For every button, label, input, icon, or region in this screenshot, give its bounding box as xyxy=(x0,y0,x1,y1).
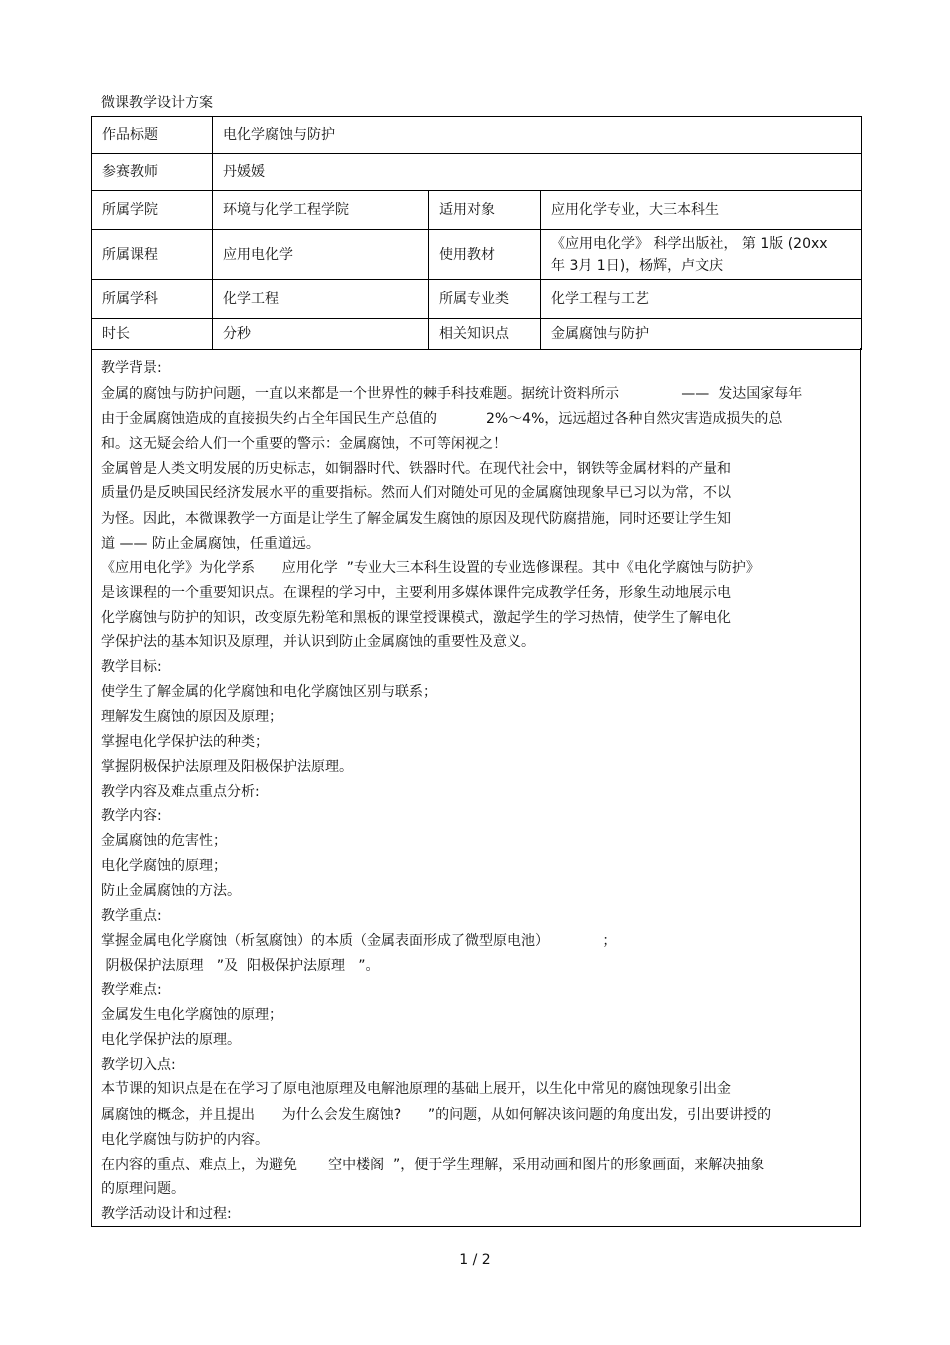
body-line: 教学切入点: xyxy=(101,1057,176,1073)
table-row xyxy=(92,117,862,154)
body-line: 金属发生电化学腐蚀的原理； xyxy=(101,1007,283,1023)
body-line: 掌握阴极保护法原理及阳极保护法原理。 xyxy=(101,759,353,775)
table-row xyxy=(92,191,862,230)
body-line: 教学重点: xyxy=(101,908,162,924)
table-row xyxy=(92,280,862,319)
body-line: 防止金属腐蚀的方法。 xyxy=(101,883,241,899)
body-line: 教学内容: xyxy=(101,808,162,824)
body-line: 本节课的知识点是在在学习了原电池原理及电解池原理的基础上展开，以生化中常见的腐蚀现象引出金 xyxy=(101,1081,731,1097)
label-college: 所属学院 xyxy=(92,191,213,230)
body-line: 电化学腐蚀的原理； xyxy=(101,858,227,874)
body-line: 《应用电化学》为化学系 应用化学 ”专业大三本科生设置的专业选修课程。其中《电化学腐蚀与防护》 xyxy=(101,560,760,576)
body-line: 金属曾是人类文明发展的历史标志，如铜器时代、铁器时代。在现代社会中，钢铁等金属材料的产量和 xyxy=(101,461,731,477)
body-line: 阴极保护法原理 ”及 阳极保护法原理 ”。 xyxy=(101,958,380,974)
value-work-title: 电化学腐蚀与防护 xyxy=(213,117,862,154)
body-line: 金属的腐蚀与防护问题，一直以来都是一个世界性的棘手科技难题。据统计资料所示 —— 发达国家每年 xyxy=(101,386,803,402)
body-line: 在内容的重点、难点上，为避免 空中楼阁 ”，便于学生理解，采用动画和图片的形象画面，来解决抽象 xyxy=(101,1157,765,1173)
body-line: 教学难点: xyxy=(101,982,162,998)
value-college: 环境与化学工程学院 xyxy=(213,191,429,230)
textbook-line-1: 《应用电化学》 科学出版社， 第 1版 (20xx xyxy=(551,235,828,252)
label-duration: 时长 xyxy=(92,319,213,350)
value-major-type: 化学工程与工艺 xyxy=(541,280,862,319)
body-line: 理解发生腐蚀的原因及原理； xyxy=(101,709,283,725)
label-textbook: 使用教材 xyxy=(429,230,541,280)
value-duration: 分秒 xyxy=(213,319,429,350)
body-line: 教学内容及难点重点分析: xyxy=(101,784,260,800)
body-line: 教学活动设计和过程: xyxy=(101,1206,232,1222)
body-line: 道 —— 防止金属腐蚀，任重道远。 xyxy=(101,536,320,552)
label-discipline: 所属学科 xyxy=(92,280,213,319)
value-course: 应用电化学 xyxy=(213,230,429,280)
label-course: 所属课程 xyxy=(92,230,213,280)
value-teacher: 丹媛媛 xyxy=(213,154,862,191)
table-row xyxy=(92,154,862,191)
body-line: 掌握电化学保护法的种类； xyxy=(101,734,269,750)
label-work-title: 作品标题 xyxy=(92,117,213,154)
value-discipline: 化学工程 xyxy=(213,280,429,319)
body-line: 的原理问题。 xyxy=(101,1181,185,1197)
label-audience: 适用对象 xyxy=(429,191,541,230)
body-line: 使学生了解金属的化学腐蚀和电化学腐蚀区别与联系； xyxy=(101,684,437,700)
body-line: 是该课程的一个重要知识点。在课程的学习中，主要利用多媒体课件完成教学任务，形象生动地展示电 xyxy=(101,585,731,601)
body-line: 金属腐蚀的危害性； xyxy=(101,833,227,849)
body-line: 电化学腐蚀与防护的内容。 xyxy=(101,1132,269,1148)
label-major-type: 所属专业类 xyxy=(429,280,541,319)
value-audience: 应用化学专业，大三本科生 xyxy=(541,191,862,230)
value-textbook xyxy=(541,230,862,280)
table-row xyxy=(92,230,862,280)
label-knowledge-point: 相关知识点 xyxy=(429,319,541,350)
body-line: 和。这无疑会给人们一个重要的警示：金属腐蚀，不可等闲视之！ xyxy=(101,436,507,452)
body-line: 为怪。因此，本微课教学一方面是让学生了解金属发生腐蚀的原因及现代防腐措施，同时还要让学生知 xyxy=(101,511,731,527)
body-line: 教学目标: xyxy=(101,659,162,675)
table-row xyxy=(92,319,862,350)
body-line: 学保护法的基本知识及原理，并认识到防止金属腐蚀的重要性及意义。 xyxy=(101,634,535,650)
value-knowledge-point: 金属腐蚀与防护 xyxy=(541,319,862,350)
info-table xyxy=(91,116,862,350)
body-line: 化学腐蚀与防护的知识，改变原先粉笔和黑板的课堂授课模式，激起学生的学习热情，使学生了解电化 xyxy=(101,610,731,626)
teaching-content-cell xyxy=(91,348,861,1227)
body-line: 教学背景: xyxy=(101,360,162,376)
body-line: 电化学保护法的原理。 xyxy=(101,1032,241,1048)
page-number: 1 / 2 xyxy=(459,1252,491,1268)
body-line: 属腐蚀的概念，并且提出 为什么会发生腐蚀? ”的问题，从如何解决该问题的角度出发，引出要讲授的 xyxy=(101,1107,772,1123)
label-teacher: 参赛教师 xyxy=(92,154,213,191)
document-title: 微课教学设计方案 xyxy=(101,95,213,111)
body-line: 质量仍是反映国民经济发展水平的重要指标。然而人们对随处可见的金属腐蚀现象早已习以为常，不以 xyxy=(101,485,731,501)
textbook-line-2: 年 3月 1日)，杨辉，卢文庆 xyxy=(551,257,724,274)
body-line: 由于金属腐蚀造成的直接损失约占全年国民生产总值的 2%～4%，远远超过各种自然灾害造成损失的总 xyxy=(101,411,783,427)
body-line: 掌握金属电化学腐蚀（析氢腐蚀）的本质（金属表面形成了微型原电池） ； xyxy=(101,933,617,949)
